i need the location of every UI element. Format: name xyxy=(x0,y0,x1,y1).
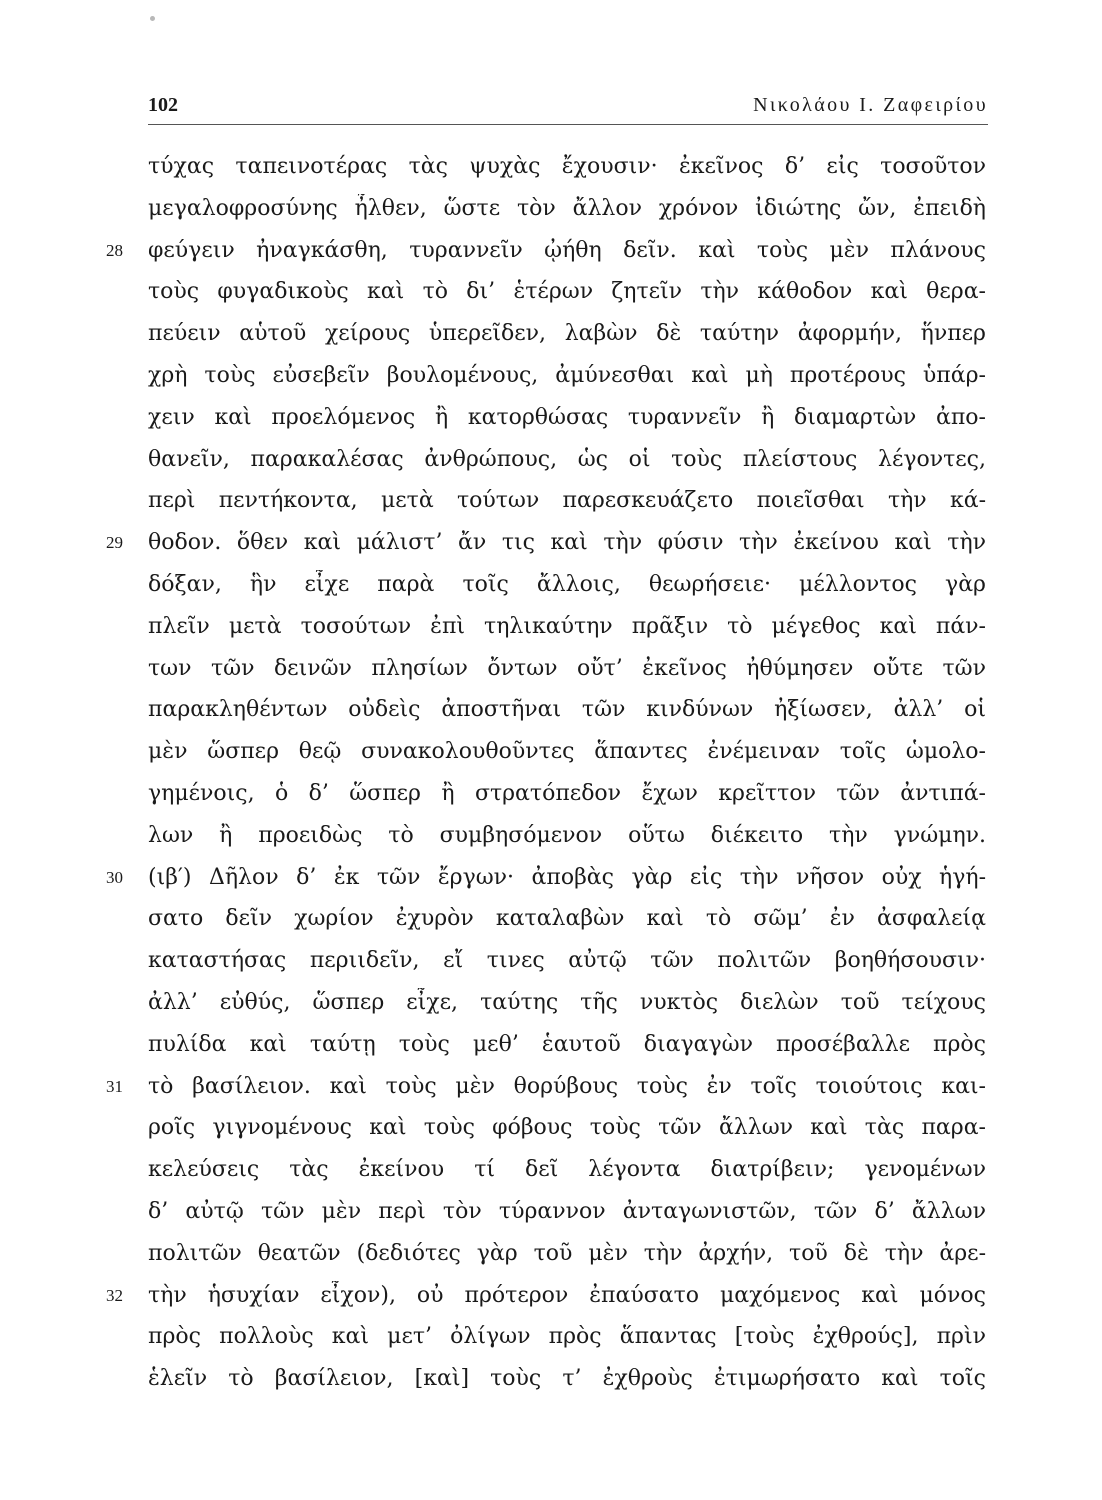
line-text: τοὺς φυγαδικοὺς καὶ τὸ δι’ ἑτέρων ζητεῖν τὴν κάθοδον καὶ θερα- xyxy=(148,279,986,305)
line-text: παρακληθέντων οὐδεὶς ἀποστῆναι τῶν κινδύνων ἠξίωσεν, ἀλλ’ οἱ xyxy=(148,697,986,723)
main-text xyxy=(0,150,1102,1404)
text-line xyxy=(0,401,1102,443)
text-line xyxy=(0,359,1102,401)
line-text: ροῖς γιγνομένους καὶ τοὺς φόβους τοὺς τῶν ἄλλων καὶ τὰς παρα- xyxy=(148,1115,986,1141)
line-number: 32 xyxy=(106,1285,123,1305)
text-line xyxy=(0,317,1102,359)
line-text: φεύγειν ἠναγκάσθη, τυραννεῖν ᾠήθη δεῖν. καὶ τοὺς μὲν πλάνους xyxy=(148,237,986,263)
line-text: (ιβ′) Δῆλον δ’ ἐκ τῶν ἔργων· ἀποβὰς γὰρ εἰς τὴν νῆσον οὐχ ἡγή- xyxy=(148,864,986,890)
text-line xyxy=(0,192,1102,234)
line-text: καταστήσας περιιδεῖν, εἴ τινες αὐτῷ τῶν πολιτῶν βοηθήσουσιν· xyxy=(148,948,986,974)
text-line xyxy=(0,1195,1102,1237)
text-line xyxy=(0,610,1102,652)
text-line xyxy=(0,735,1102,777)
line-text: περὶ πεντήκοντα, μετὰ τούτων παρεσκευάζετο ποιεῖσθαι τὴν κά- xyxy=(148,488,986,514)
text-line xyxy=(0,1028,1102,1070)
text-line xyxy=(0,1362,1102,1404)
text-line xyxy=(0,443,1102,485)
line-text: των τῶν δεινῶν πλησίων ὄντων οὔτ’ ἐκεῖνος ἠθύμησεν οὔτε τῶν xyxy=(148,655,986,681)
line-text: κελεύσεις τὰς ἐκείνου τί δεῖ λέγοντα διατρίβειν; γενομένων xyxy=(148,1157,986,1183)
line-text: μεγαλοφροσύνης ἦλθεν, ὥστε τὸν ἄλλον χρόνον ἰδιώτης ὤν, ἐπειδὴ xyxy=(148,195,986,221)
text-line xyxy=(0,484,1102,526)
line-text: δ’ αὐτῷ τῶν μὲν περὶ τὸν τύραννον ἀνταγωνιστῶν, τῶν δ’ ἄλλων xyxy=(148,1198,986,1224)
text-line xyxy=(0,150,1102,192)
text-line xyxy=(0,568,1102,610)
text-line xyxy=(0,693,1102,735)
paper-speck xyxy=(150,16,155,21)
line-text: τύχας ταπεινοτέρας τὰς ψυχὰς ἔχουσιν· ἐκεῖνος δ’ εἰς τοσοῦτον xyxy=(148,154,986,179)
line-number: 28 xyxy=(106,240,123,260)
line-text: θανεῖν, παρακαλέσας ἀνθρώπους, ὡς οἱ τοὺς πλείστους λέγοντες, xyxy=(148,446,986,472)
running-title: Νικολάου Ι. Ζαφειρίου xyxy=(753,94,988,116)
text-line xyxy=(0,861,1102,903)
text-line xyxy=(0,986,1102,1028)
line-text: μὲν ὥσπερ θεῷ συνακολουθοῦντες ἅπαντες ἐνέμειναν τοῖς ὡμολο- xyxy=(148,739,986,765)
text-line xyxy=(0,234,1102,276)
line-text: πλεῖν μετὰ τοσούτων ἐπὶ τηλικαύτην πρᾶξιν τὸ μέγεθος καὶ πάν- xyxy=(148,613,986,639)
text-line xyxy=(0,944,1102,986)
line-text: πεύειν αὑτοῦ χείρους ὑπερεῖδεν, λαβὼν δὲ ταύτην ἀφορμήν, ἥνπερ xyxy=(148,321,986,347)
line-text: πρὸς πολλοὺς καὶ μετ’ ὀλίγων πρὸς ἅπαντας [τοὺς ἐχθρούς], πρὶν xyxy=(148,1324,986,1350)
line-text: σατο δεῖν χωρίον ἐχυρὸν καταλαβὼν καὶ τὸ σῶμ’ ἐν ἀσφαλείᾳ xyxy=(148,906,986,932)
line-text: χειν καὶ προελόμενος ἢ κατορθώσας τυραννεῖν ἢ διαμαρτὼν ἀπο- xyxy=(148,404,986,430)
line-text: λων ἢ προειδὼς τὸ συμβησόμενον οὕτω διέκειτο τὴν γνώμην. xyxy=(148,822,986,848)
line-text: γημένοις, ὁ δ’ ὥσπερ ἢ στρατόπεδον ἔχων κρεῖττον τῶν ἀντιπά- xyxy=(148,780,986,806)
text-line xyxy=(0,1070,1102,1112)
page-number: 102 xyxy=(148,94,178,116)
text-line xyxy=(0,1153,1102,1195)
line-text: ἑλεῖν τὸ βασίλειον, [καὶ] τοὺς τ’ ἐχθροὺς ἐτιμωρήσατο καὶ τοῖς xyxy=(148,1366,986,1392)
line-number: 31 xyxy=(106,1076,123,1096)
text-line xyxy=(0,526,1102,568)
text-line xyxy=(0,1320,1102,1362)
text-line xyxy=(0,902,1102,944)
text-line xyxy=(0,275,1102,317)
line-text: πυλίδα καὶ ταύτῃ τοὺς μεθ’ ἑαυτοῦ διαγαγὼν προσέβαλλε πρὸς xyxy=(148,1031,986,1057)
line-text: δόξαν, ἣν εἶχε παρὰ τοῖς ἄλλοις, θεωρήσειε· μέλλοντος γὰρ xyxy=(148,571,986,597)
line-text: χρὴ τοὺς εὐσεβεῖν βουλομένους, ἀμύνεσθαι καὶ μὴ προτέρους ὑπάρ- xyxy=(148,362,986,388)
line-text: πολιτῶν θεατῶν (δεδιότες γὰρ τοῦ μὲν τὴν ἀρχήν, τοῦ δὲ τὴν ἀρε- xyxy=(148,1240,986,1266)
text-line xyxy=(0,1111,1102,1153)
line-text: ἀλλ’ εὐθύς, ὥσπερ εἶχε, ταύτης τῆς νυκτὸς διελὼν τοῦ τείχους xyxy=(148,989,986,1015)
text-line xyxy=(0,819,1102,861)
line-text: τὴν ἡσυχίαν εἶχον), οὐ πρότερον ἐπαύσατο μαχόμενος καὶ μόνος xyxy=(148,1282,986,1308)
text-line xyxy=(0,1279,1102,1321)
line-text: τὸ βασίλειον. καὶ τοὺς μὲν θορύβους τοὺς ἐν τοῖς τοιούτοις και- xyxy=(148,1073,986,1099)
text-line xyxy=(0,652,1102,694)
line-text: θοδον. ὅθεν καὶ μάλιστ’ ἄν τις καὶ τὴν φύσιν τὴν ἐκείνου καὶ τὴν xyxy=(148,530,986,556)
line-number: 30 xyxy=(106,867,123,887)
running-head xyxy=(148,92,988,125)
line-number: 29 xyxy=(106,533,123,553)
text-line xyxy=(0,1237,1102,1279)
text-line xyxy=(0,777,1102,819)
